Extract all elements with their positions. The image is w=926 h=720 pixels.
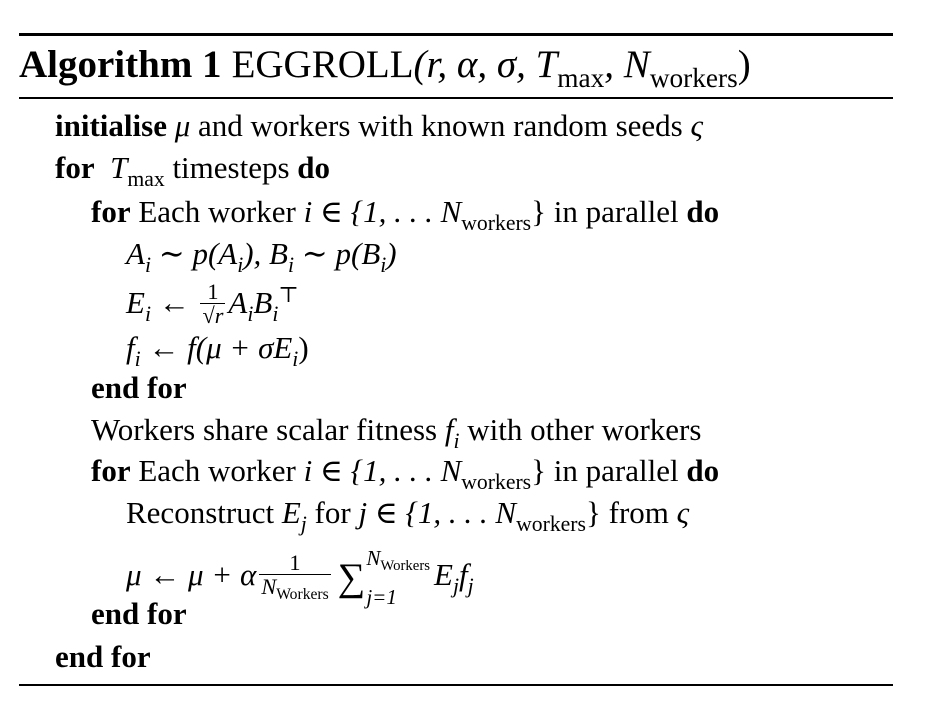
line-worker-for-2: for Each worker i ∈ {1, . . . $N_{workers}$} in parallel do — [91, 453, 720, 494]
caption-rule — [19, 97, 893, 99]
line-outer-for: for $T_{max}$ timesteps do — [55, 150, 331, 191]
line-compute-e: $E_i$ ← $\frac{1}{√r}$ $A_iB_i^⊤$ — [126, 279, 299, 329]
line-sample-ab: $A_i$ ∼ $p(A_i)$, $B_i$ ∼ $p(B_i)$ — [126, 236, 397, 277]
line-end-for-2: end for — [91, 596, 187, 631]
fraction-one-over-sqrt-r: $\frac{1}{√r}$ — [202, 279, 224, 329]
summation: ∑ $N_{Workers}$ j=1 — [337, 546, 430, 610]
line-compute-f: $f_i$ ← $f(\mu + \sigma E_i)$ — [126, 330, 309, 371]
algorithm-caption — [19, 39, 751, 94]
algorithm-label: Algorithm 1 — [19, 43, 222, 86]
algorithm-params: (r, α, σ, $T_{max}$, $N_{workers}$) — [413, 43, 751, 93]
line-end-for-1: end for — [91, 370, 187, 405]
top-rule — [19, 33, 893, 36]
line-share-fitness: Workers share scalar fitness $f_i$ with other workers — [91, 412, 702, 453]
line-initialise: initialise μ and workers with known random seeds ς — [55, 108, 704, 143]
bottom-rule — [19, 684, 893, 686]
fraction-one-over-n-workers: $\frac{1}{N_{Workers}}$ — [261, 549, 329, 604]
algorithm-name: EGGROLL — [231, 43, 414, 86]
line-end-for-outer: end for — [55, 639, 151, 674]
line-worker-for-1: for Each worker i ∈ {1, . . . $N_{workers}$} in parallel do — [91, 194, 720, 235]
line-reconstruct: Reconstruct $E_j$ for j ∈ {1, . . . $N_{workers}$} from ς — [126, 495, 690, 536]
line-update-mu: μ ← μ + α $\frac{1}{N_{Workers}}$ ∑ $N_{Workers}$ j=1 $E_jf_j$ — [126, 546, 474, 610]
